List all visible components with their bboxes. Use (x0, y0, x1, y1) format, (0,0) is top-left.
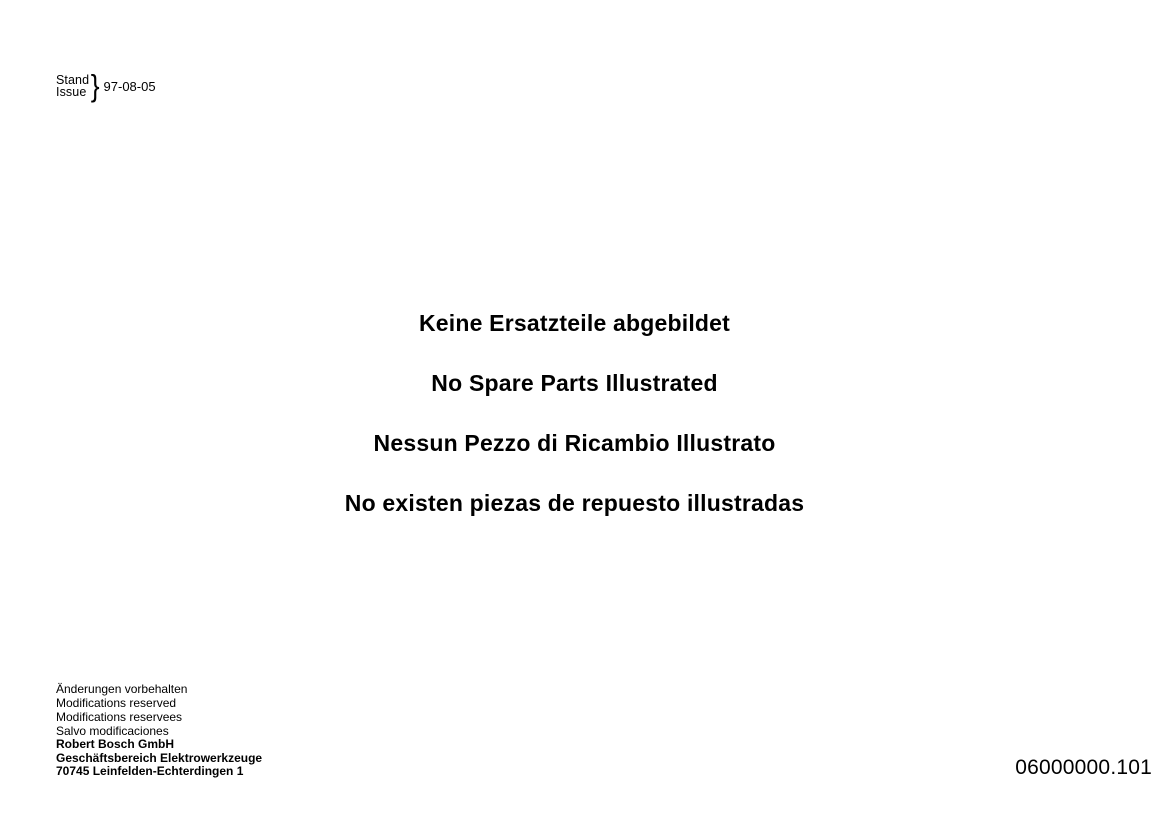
issue-labels (56, 74, 89, 98)
company-division: Geschäftsbereich Elektrowerkzeuge (56, 750, 263, 765)
brace-glyph: } (90, 68, 100, 103)
company-address: 70745 Leinfelden-Echterdingen 1 (56, 764, 244, 778)
notice-english: No Spare Parts Illustrated (431, 370, 718, 396)
modifications-note-fr: Modifications reservees (56, 710, 183, 724)
issue-date: 97-08-05 (103, 78, 156, 94)
notice-spanish: No existen piezas de repuesto illustradas (344, 490, 805, 516)
notice-german: Keine Ersatzteile abgebildet (418, 310, 731, 336)
document-number: 06000000.101 (1015, 756, 1152, 779)
footer-left-block (56, 682, 262, 779)
issue-date-block (56, 68, 156, 103)
company-name: Robert Bosch GmbH (56, 737, 175, 751)
modifications-note-de: Änderungen vorbehalten (56, 682, 188, 696)
stand-label: Stand (56, 73, 90, 87)
modifications-note-en: Modifications reserved (56, 696, 177, 710)
issue-label: Issue (56, 85, 87, 99)
modifications-note-es: Salvo modificaciones (56, 724, 169, 738)
notice-italian: Nessun Pezzo di Ricambio Illustrato (373, 430, 776, 456)
